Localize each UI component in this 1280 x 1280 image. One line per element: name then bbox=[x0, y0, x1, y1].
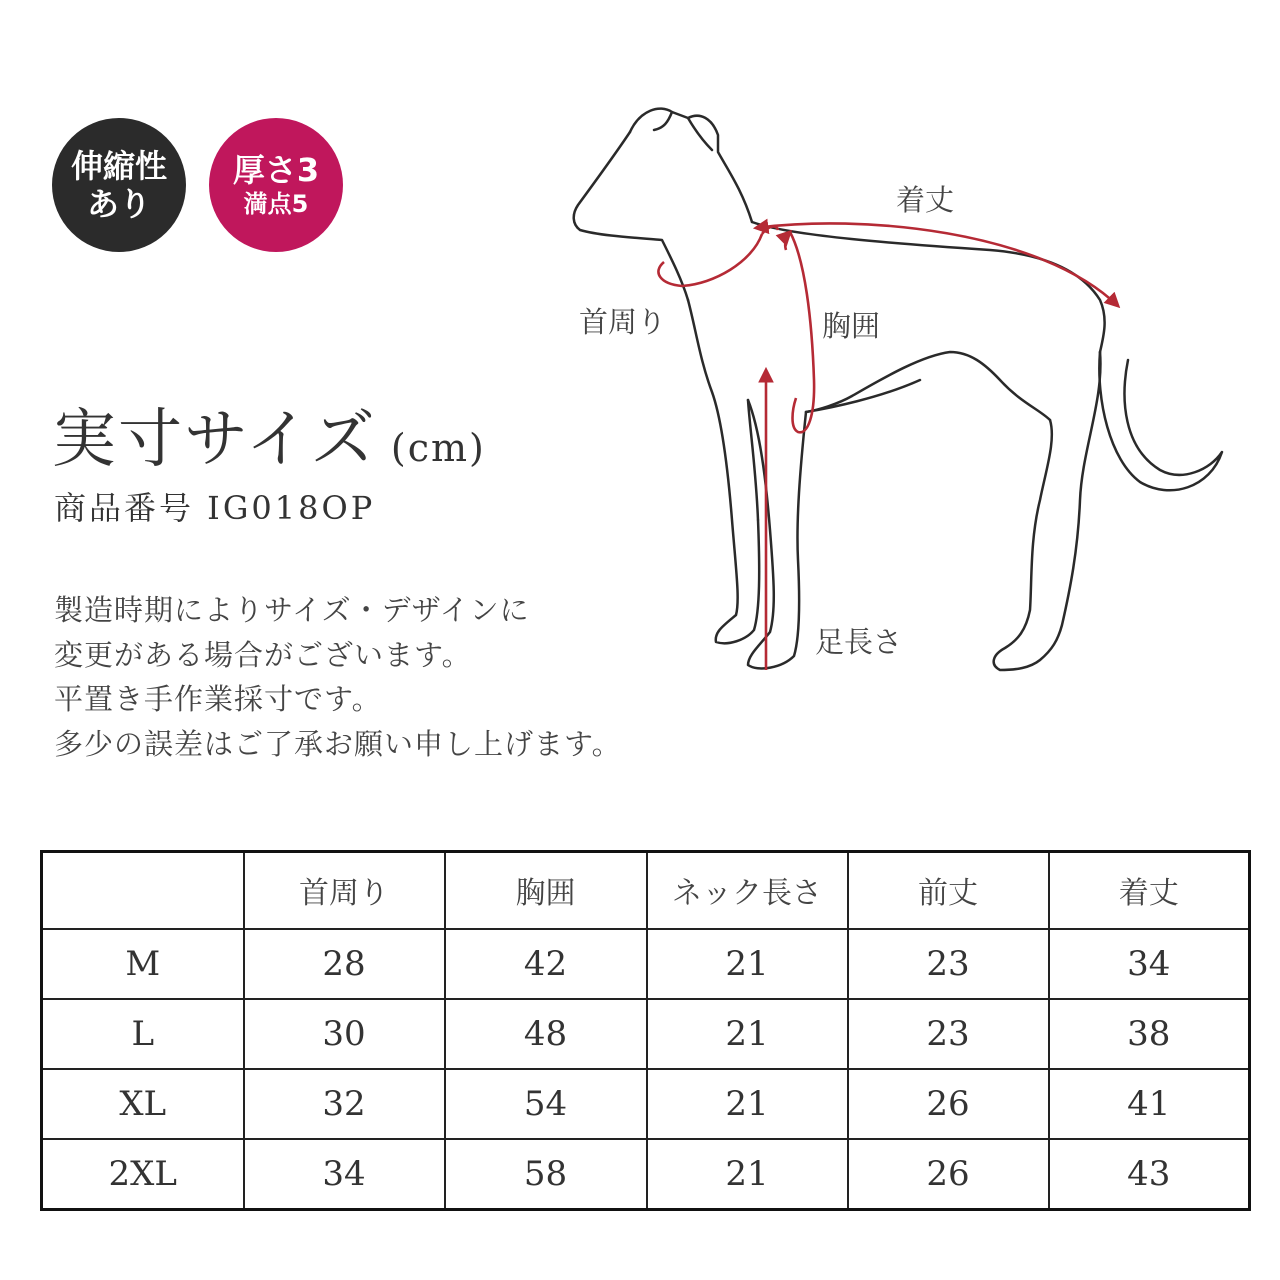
measure-arrows bbox=[658, 223, 1118, 670]
table-header: 首周り bbox=[244, 852, 445, 929]
table-cell: M bbox=[42, 929, 244, 999]
diagram-label-length: 着丈 bbox=[896, 183, 955, 217]
stretch-badge-line1: 伸縮性 bbox=[70, 146, 167, 185]
table-cell: 2XL bbox=[42, 1139, 244, 1210]
diagram-label-chest: 胸囲 bbox=[822, 309, 881, 343]
table-cell: 21 bbox=[647, 1069, 848, 1139]
table-cell: 30 bbox=[244, 999, 445, 1069]
table-cell: 42 bbox=[445, 929, 647, 999]
table-cell: 54 bbox=[445, 1069, 647, 1139]
thickness-badge-line2: 満点5 bbox=[243, 189, 309, 218]
size-table bbox=[40, 850, 1251, 1211]
page-title-unit: (cm) bbox=[390, 426, 486, 470]
table-cell: XL bbox=[42, 1069, 244, 1139]
note-line: 平置き手作業採寸です。 bbox=[54, 682, 382, 716]
neck-measure bbox=[658, 234, 762, 286]
notes bbox=[54, 588, 622, 766]
table-cell: 21 bbox=[647, 929, 848, 999]
thickness-badge-line1: 厚さ3 bbox=[232, 151, 320, 190]
thickness-badge bbox=[209, 118, 343, 252]
table-cell: 32 bbox=[244, 1069, 445, 1139]
page-title-main: 実寸サイズ bbox=[52, 403, 377, 477]
table-row bbox=[42, 1069, 1250, 1139]
table-cell: 28 bbox=[244, 929, 445, 999]
table-cell: 38 bbox=[1049, 999, 1250, 1069]
table-row bbox=[42, 999, 1250, 1069]
table-header: 前丈 bbox=[848, 852, 1049, 929]
table-cell: 43 bbox=[1049, 1139, 1250, 1210]
table-header: ネック長さ bbox=[647, 852, 848, 929]
chest-measure bbox=[790, 232, 814, 432]
table-cell: 58 bbox=[445, 1139, 647, 1210]
table-cell: 48 bbox=[445, 999, 647, 1069]
table-cell: 34 bbox=[1049, 929, 1250, 999]
table-header: 着丈 bbox=[1049, 852, 1250, 929]
table-cell: 41 bbox=[1049, 1069, 1250, 1139]
dog-diagram bbox=[540, 95, 1240, 695]
table-row bbox=[42, 1139, 1250, 1210]
diagram-label-leg: 足長さ bbox=[815, 625, 903, 659]
table-row bbox=[42, 929, 1250, 999]
table-cell: 21 bbox=[647, 1139, 848, 1210]
table-cell: 34 bbox=[244, 1139, 445, 1210]
product-number: 商品番号 IG018OP bbox=[54, 489, 376, 527]
table-cell: L bbox=[42, 999, 244, 1069]
table-cell: 23 bbox=[848, 999, 1049, 1069]
table-cell: 23 bbox=[848, 929, 1049, 999]
stretch-badge-line2: あり bbox=[86, 185, 151, 223]
length-arrow bbox=[756, 223, 1118, 306]
table-header bbox=[42, 852, 244, 929]
table-cell: 26 bbox=[848, 1139, 1049, 1210]
table-cell: 21 bbox=[647, 999, 848, 1069]
table-header: 胸囲 bbox=[445, 852, 647, 929]
note-line: 変更がある場合がございます。 bbox=[54, 637, 472, 672]
note-line: 多少の誤差はご了承お願い申し上げます。 bbox=[54, 726, 622, 761]
diagram-label-neck: 首周り bbox=[579, 305, 667, 339]
table-cell: 26 bbox=[848, 1069, 1049, 1139]
table-header-row bbox=[42, 852, 1250, 929]
page-title bbox=[52, 388, 486, 480]
note-line: 製造時期によりサイズ・デザインに bbox=[54, 593, 530, 627]
stretch-badge bbox=[52, 118, 186, 252]
